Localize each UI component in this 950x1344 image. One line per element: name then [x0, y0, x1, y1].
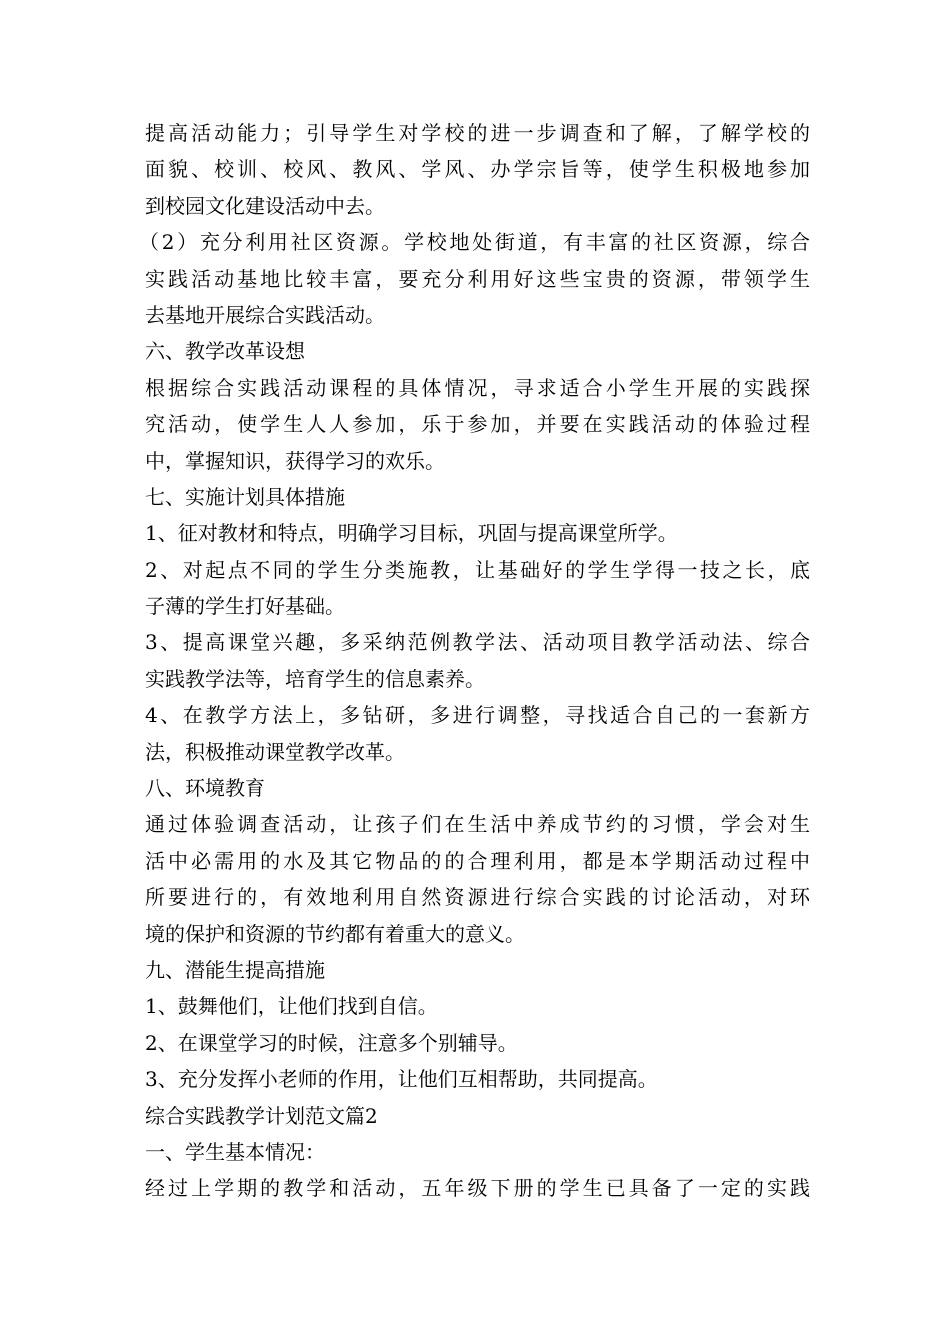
- text-line: 根据综合实践活动课程的具体情况，寻求适合小学生开展的实践探: [145, 375, 810, 400]
- document-body: [139, 115, 810, 1207]
- text-line: （2）充分利用社区资源。学校地处街道，有丰富的社区资源，综合: [139, 230, 810, 255]
- text-line: 中，掌握知识，获得学习的欢乐。: [145, 448, 445, 473]
- text-line: 经过上学期的教学和活动，五年级下册的学生已具备了一定的实践: [145, 1176, 810, 1201]
- text-line: 综合实践教学计划范文篇2: [145, 1103, 378, 1128]
- text-line: 法，积极推动课堂教学改革。: [145, 739, 405, 764]
- text-line: 七、实施计划具体措施: [145, 484, 345, 509]
- text-line: 实践教学法等，培育学生的信息素养。: [145, 666, 485, 691]
- text-line: 1、鼓舞他们，让他们找到自信。: [145, 994, 438, 1019]
- text-line: 六、教学改革设想: [145, 339, 305, 364]
- text-line: 4、在教学方法上，多钻研，多进行调整，寻找适合自己的一套新方: [145, 703, 810, 728]
- text-line: 提高活动能力；引导学生对学校的进一步调查和了解，了解学校的: [145, 121, 810, 145]
- text-line: 2、在课堂学习的时候，注意多个别辅导。: [145, 1030, 518, 1055]
- text-line: 到校园文化建设活动中去。: [145, 193, 385, 218]
- text-line: 通过体验调查活动，让孩子们在生活中养成节约的习惯，学会对生: [145, 812, 810, 837]
- text-line: 实践活动基地比较丰富，要充分利用好这些宝贵的资源，带领学生: [145, 266, 810, 291]
- text-line: 子薄的学生打好基础。: [145, 594, 345, 619]
- text-line: 一、学生基本情况：: [145, 1139, 325, 1164]
- text-line: 九、潜能生提高措施: [145, 957, 325, 982]
- text-line: 3、充分发挥小老师的作用，让他们互相帮助，共同提高。: [145, 1067, 658, 1092]
- text-line: 所要进行的，有效地利用自然资源进行综合实践的讨论活动，对环: [145, 885, 810, 910]
- text-line: 活中必需用的水及其它物品的的合理利用，都是本学期活动过程中: [145, 848, 810, 873]
- text-line: 境的保护和资源的节约都有着重大的意义。: [145, 921, 525, 946]
- text-line: 2、对起点不同的学生分类施教，让基础好的学生学得一技之长，底: [145, 557, 810, 582]
- text-line: 去基地开展综合实践活动。: [145, 302, 385, 327]
- text-line: 面貌、校训、校风、教风、学风、办学宗旨等，使学生积极地参加: [145, 157, 810, 182]
- text-line: 3、提高课堂兴趣，多采纳范例教学法、活动项目教学活动法、综合: [145, 630, 810, 655]
- text-line: 1、征对教材和特点，明确学习目标，巩固与提高课堂所学。: [145, 521, 678, 546]
- text-line: 究活动，使学生人人参加，乐于参加，并要在实践活动的体验过程: [145, 412, 810, 437]
- text-line: 八、环境教育: [145, 776, 265, 801]
